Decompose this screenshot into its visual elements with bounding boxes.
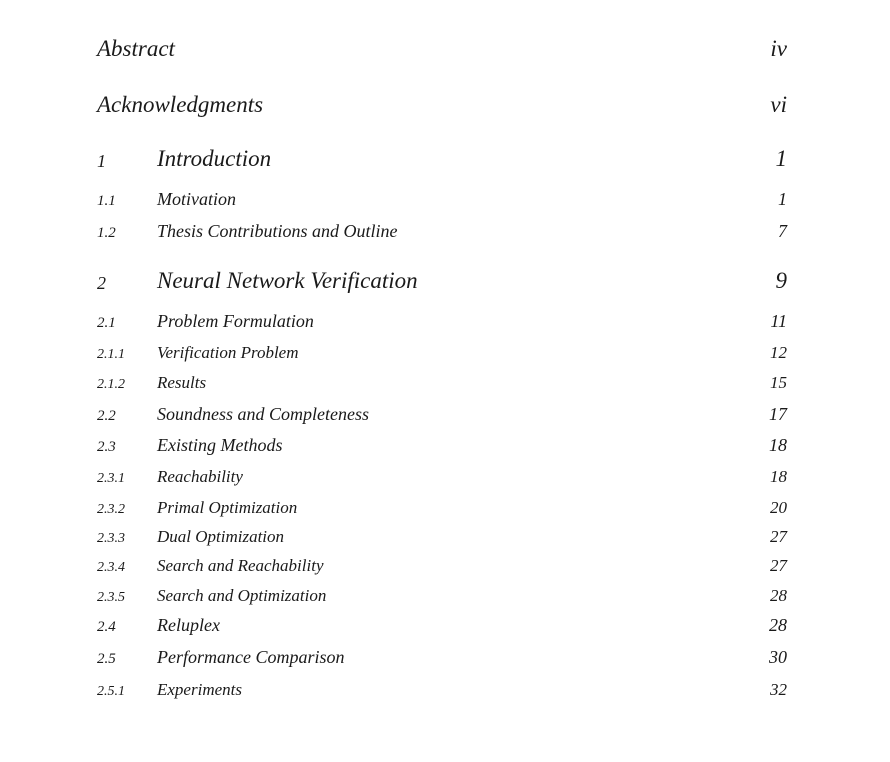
toc-entry-number: 2.1.1 (97, 347, 125, 362)
toc-entry-title: Results (157, 373, 207, 392)
toc-entry-title: Thesis Contributions and Outline (157, 221, 398, 241)
toc-entry[interactable] (97, 576, 787, 606)
toc-entry[interactable] (97, 333, 787, 363)
toc-entry-number: 2 (97, 273, 106, 293)
toc-entry[interactable] (97, 457, 787, 487)
toc-entry[interactable] (97, 517, 787, 547)
toc-entry[interactable] (97, 363, 787, 393)
toc-entry-page: 15 (770, 373, 787, 392)
toc-entry-title: Search and Optimization (157, 586, 327, 605)
toc-entry-page: 20 (770, 498, 787, 517)
toc-entry-page: iv (770, 36, 787, 61)
toc-entry-title: Neural Network Verification (157, 268, 418, 293)
toc-entry[interactable] (97, 302, 787, 332)
toc-entry-page: vi (770, 92, 787, 117)
toc-entry[interactable] (97, 606, 787, 636)
toc-entry[interactable] (97, 395, 787, 425)
toc-entry[interactable] (97, 488, 787, 518)
toc-entry-page: 18 (769, 435, 787, 455)
toc-entry-number: 2.5.1 (97, 684, 125, 699)
toc-entry[interactable] (97, 32, 787, 62)
toc-entry-number: 2.3.5 (97, 590, 125, 605)
toc-entry-title: Verification Problem (157, 343, 299, 362)
toc-entry-page: 27 (770, 556, 787, 575)
toc-entry-title: Acknowledgments (97, 92, 264, 117)
toc-entry-number: 2.4 (97, 619, 116, 635)
toc-entry-title: Motivation (157, 189, 236, 209)
toc-entry-title: Experiments (157, 680, 242, 699)
toc-entry-title: Abstract (97, 36, 175, 61)
toc-entry-title: Introduction (157, 146, 272, 171)
toc-entry-number: 2.3.3 (97, 531, 125, 546)
toc-entry-page: 1 (778, 189, 787, 209)
toc-entry-number: 2.3 (97, 439, 116, 455)
toc-entry-page: 17 (769, 404, 787, 424)
toc-entry-page: 27 (770, 527, 787, 546)
toc-entry[interactable] (97, 670, 787, 700)
toc-entry-page: 1 (775, 146, 787, 171)
toc-entry-title: Problem Formulation (157, 311, 314, 331)
toc-entry-page: 12 (770, 343, 787, 362)
toc-entry[interactable] (97, 142, 787, 172)
toc-entry-title: Existing Methods (157, 435, 283, 455)
toc-entry[interactable] (97, 426, 787, 456)
toc-entry[interactable] (97, 88, 787, 118)
toc-entry[interactable] (97, 212, 787, 242)
toc-entry-title: Reachability (157, 467, 243, 486)
toc-entry-number: 1.2 (97, 225, 116, 241)
toc-entry-page: 32 (770, 680, 787, 699)
toc-entry-number: 1 (97, 151, 106, 171)
toc-entry-page: 28 (769, 615, 787, 635)
toc-entry[interactable] (97, 546, 787, 576)
toc-entry-title: Primal Optimization (157, 498, 298, 517)
toc-entry-number: 2.3.1 (97, 471, 125, 486)
toc-entry-number: 2.3.4 (97, 560, 125, 575)
toc-entry-page: 9 (775, 268, 787, 293)
toc-entry-number: 2.1.2 (97, 377, 125, 392)
toc-entry-page: 7 (778, 221, 787, 241)
toc-entry-page: 30 (769, 647, 787, 667)
toc-entry-page: 18 (770, 467, 787, 486)
toc-entry-page: 28 (770, 586, 787, 605)
toc-entry-title: Dual Optimization (157, 527, 285, 546)
toc-entry-page: 11 (770, 311, 787, 331)
toc-entry-title: Search and Reachability (157, 556, 324, 575)
toc-entry-title: Soundness and Completeness (157, 404, 369, 424)
toc-entry[interactable] (97, 264, 787, 294)
toc-entry-number: 2.3.2 (97, 502, 125, 517)
toc-entry-number: 2.5 (97, 651, 116, 667)
toc-entry[interactable] (97, 638, 787, 668)
toc-entry-title: Performance Comparison (157, 647, 345, 667)
toc-entry-number: 1.1 (97, 193, 116, 209)
toc-entry-number: 2.1 (97, 315, 116, 331)
toc-entry[interactable] (97, 180, 787, 210)
toc-entry-number: 2.2 (97, 408, 116, 424)
toc-entry-title: Reluplex (157, 615, 220, 635)
